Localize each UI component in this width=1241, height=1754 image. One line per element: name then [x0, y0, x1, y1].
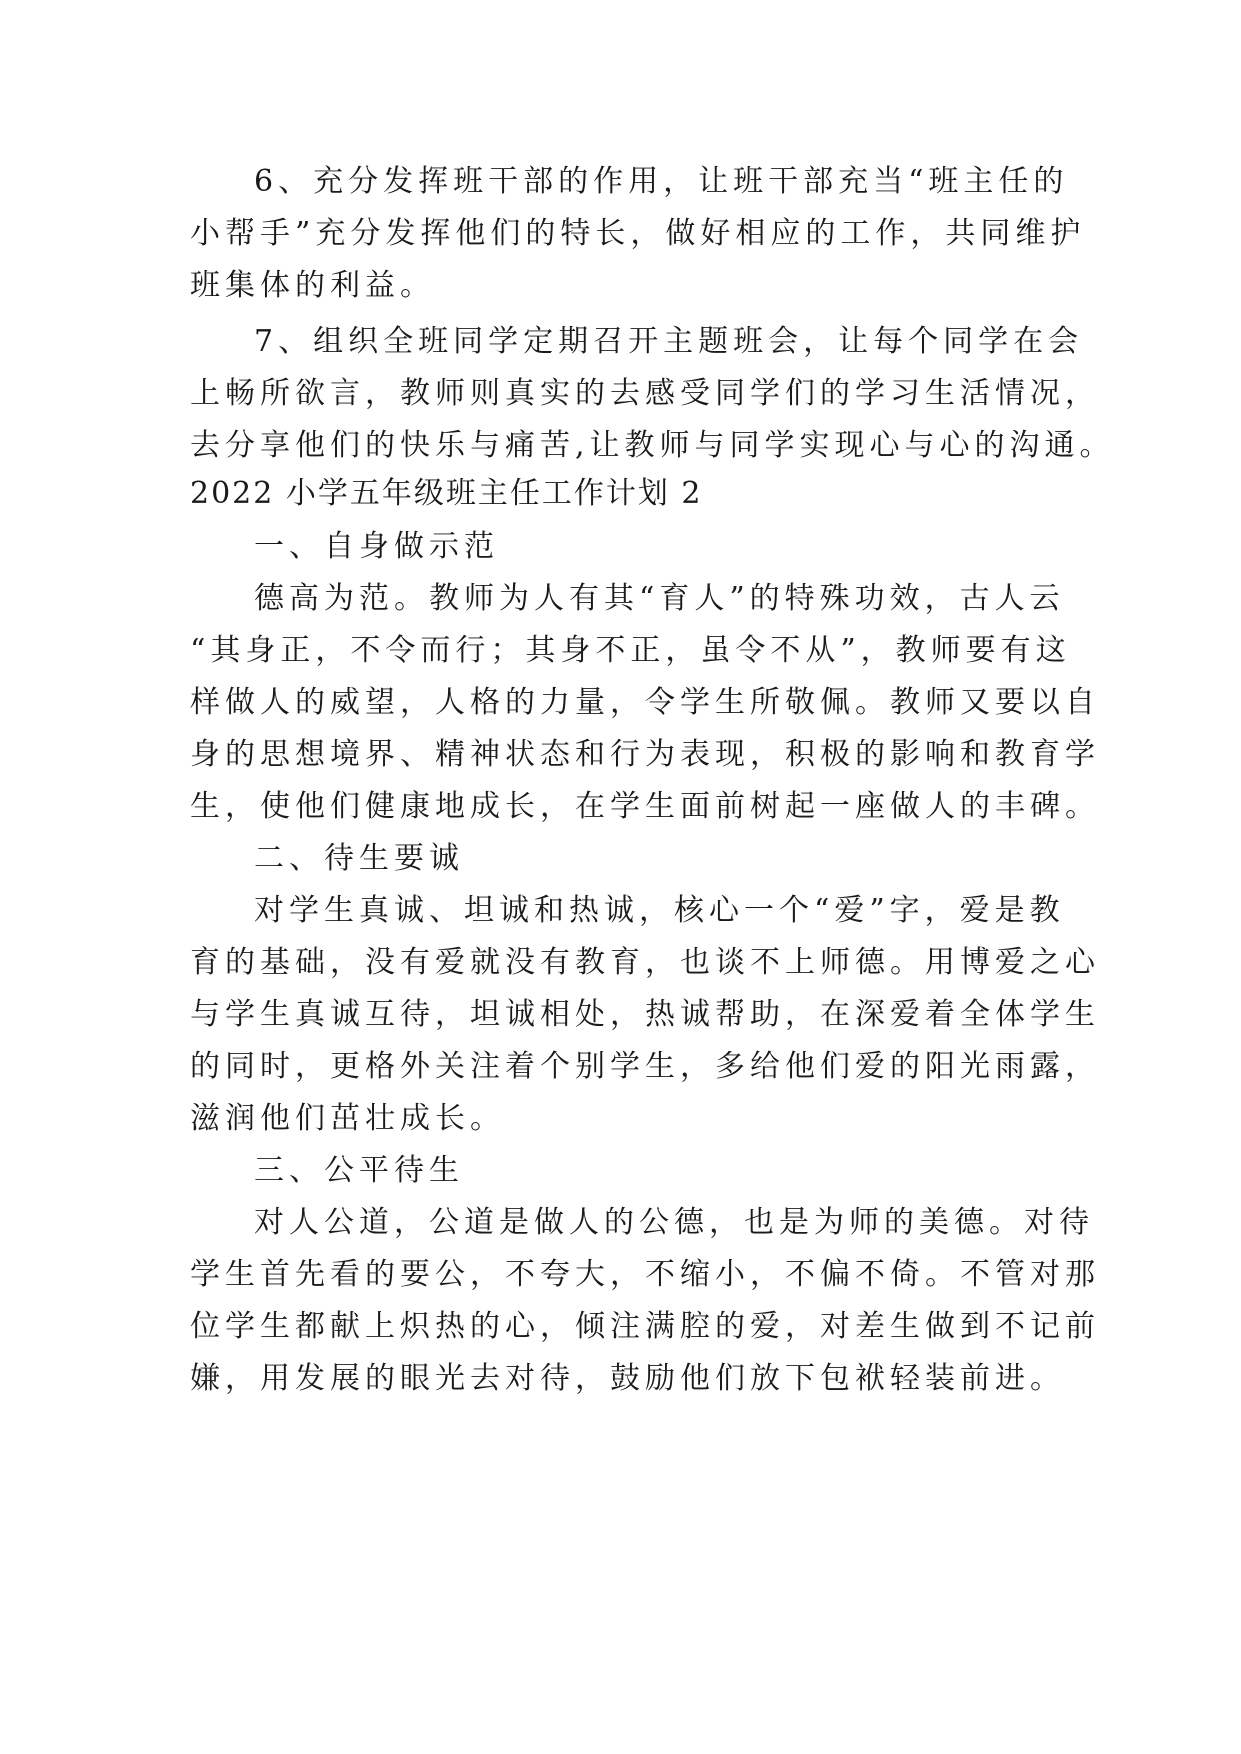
- paragraph-line: 7、组织全班同学定期召开主题班会，让每个同学在会: [254, 324, 1084, 359]
- paragraph-line: 小帮手”充分发挥他们的特长，做好相应的工作，共同维护: [190, 216, 1086, 251]
- paragraph-line: 对人公道，公道是做人的公德，也是为师的美德。对待: [254, 1205, 1094, 1240]
- paragraph-line: 德高为范。教师为人有其“育人”的特殊功效，古人云: [254, 581, 1065, 616]
- paragraph-line: 身的思想境界、精神状态和行为表现，积极的影响和教育学: [190, 737, 1100, 772]
- paragraph-line: 学生首先看的要公，不夸大，不缩小，不偏不倚。不管对那: [190, 1257, 1100, 1292]
- paragraph-line: 去分享他们的快乐与痛苦,让教师与同学实现心与心的沟通。: [190, 428, 1115, 463]
- section-heading: 三、公平待生: [254, 1153, 464, 1188]
- paragraph-line: 生，使他们健康地成长，在学生面前树起一座做人的丰碑。: [190, 789, 1100, 824]
- paragraph-line: 样做人的威望，人格的力量，令学生所敬佩。教师又要以自: [190, 685, 1100, 720]
- paragraph-line: 与学生真诚互待，坦诚相处，热诚帮助，在深爱着全体学生: [190, 997, 1100, 1032]
- section-title: 2022 小学五年级班主任工作计划 2: [190, 476, 703, 511]
- paragraph-line: 班集体的利益。: [190, 268, 435, 303]
- paragraph-line: 对学生真诚、坦诚和热诚，核心一个“爱”字，爱是教: [254, 893, 1065, 928]
- paragraph-line: 育的基础，没有爱就没有教育，也谈不上师德。用博爱之心: [190, 945, 1100, 980]
- section-heading: 二、待生要诚: [254, 841, 464, 876]
- paragraph-line: 位学生都献上炽热的心，倾注满腔的爱，对差生做到不记前: [190, 1309, 1100, 1344]
- paragraph-line: 嫌，用发展的眼光去对待，鼓励他们放下包袱轻装前进。: [190, 1361, 1065, 1396]
- section-heading: 一、自身做示范: [254, 529, 499, 564]
- paragraph-line: 滋润他们茁壮成长。: [190, 1101, 505, 1136]
- paragraph-line: 的同时，更格外关注着个别学生，多给他们爱的阳光雨露，: [190, 1049, 1100, 1084]
- paragraph-line: 6、充分发挥班干部的作用，让班干部充当“班主任的: [254, 164, 1069, 199]
- paragraph-line: 上畅所欲言，教师则真实的去感受同学们的学习生活情况，: [190, 376, 1100, 411]
- paragraph-line: “其身正，不令而行；其身不正，虽令不从”，教师要有这: [190, 633, 1071, 668]
